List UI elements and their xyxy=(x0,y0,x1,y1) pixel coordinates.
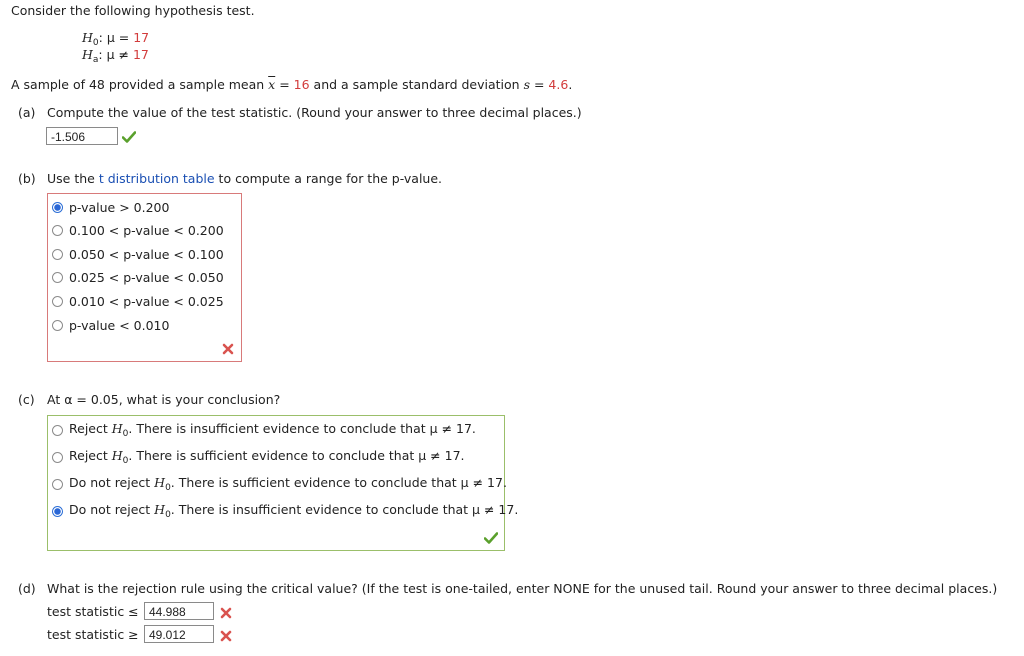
option-label: Reject $H_0$. There is sufficient evidence to conclude that μ ≠ 17. xyxy=(69,448,465,466)
radio-button[interactable] xyxy=(52,425,63,436)
lower-critical-input[interactable]: 44.988 xyxy=(144,602,214,620)
correct-check-icon xyxy=(122,131,136,143)
option-label: Do not reject $H_0$. There is insufficient evidence to conclude that μ ≠ 17. xyxy=(69,502,519,520)
null-hypothesis: $H_0$: μ = 17 xyxy=(82,30,150,48)
radio-button[interactable] xyxy=(52,296,63,307)
p-value-option[interactable] xyxy=(52,292,224,310)
intro-text: Consider the following hypothesis test. xyxy=(11,3,255,18)
upper-critical-input[interactable]: 49.012 xyxy=(144,625,214,643)
incorrect-x-icon xyxy=(220,630,232,642)
radio-button[interactable] xyxy=(52,202,63,213)
p-value-option[interactable] xyxy=(52,245,224,263)
incorrect-x-icon xyxy=(220,607,232,619)
radio-button[interactable] xyxy=(52,320,63,331)
p-value-option[interactable] xyxy=(52,222,224,240)
radio-button[interactable] xyxy=(52,506,63,517)
lower-rule-label: test statistic ≤ xyxy=(47,604,139,619)
radio-button[interactable] xyxy=(52,452,63,463)
conclusion-option[interactable] xyxy=(52,448,465,466)
option-label: 0.100 < p-value < 0.200 xyxy=(69,223,224,239)
option-label: Reject $H_0$. There is insufficient evidence to conclude that μ ≠ 17. xyxy=(69,421,476,439)
radio-button[interactable] xyxy=(52,272,63,283)
test-statistic-input[interactable]: -1.506 xyxy=(46,127,118,145)
radio-button[interactable] xyxy=(52,225,63,236)
radio-button[interactable] xyxy=(52,249,63,260)
conclusion-option[interactable] xyxy=(52,502,518,520)
p-value-option[interactable] xyxy=(52,316,169,334)
p-value-option[interactable] xyxy=(52,198,169,216)
radio-button[interactable] xyxy=(52,479,63,490)
option-label: 0.025 < p-value < 0.050 xyxy=(69,270,224,286)
part-b-label: (b) xyxy=(18,171,36,186)
option-label: 0.010 < p-value < 0.025 xyxy=(69,293,224,309)
option-label: Do not reject $H_0$. There is sufficient evidence to conclude that μ ≠ 17. xyxy=(69,475,507,493)
incorrect-x-icon xyxy=(222,343,234,355)
sample-description: A sample of 48 provided a sample mean $\overline{x} = 16$ and a sample standard deviation s = 4.6. xyxy=(11,77,573,92)
option-label: p-value < 0.010 xyxy=(69,317,170,333)
conclusion-option[interactable] xyxy=(52,421,476,439)
p-value-option[interactable] xyxy=(52,269,224,287)
part-a-label: (a) xyxy=(18,105,36,120)
part-b-question: Use the t distribution table to compute a range for the p-value. xyxy=(47,171,443,186)
part-d-label: (d) xyxy=(18,581,36,596)
part-c-label: (c) xyxy=(18,392,35,407)
option-label: p-value > 0.200 xyxy=(69,199,170,215)
part-c-question: At α = 0.05, what is your conclusion? xyxy=(47,392,281,407)
part-a-question: Compute the value of the test statistic. (Round your answer to three decimal places.) xyxy=(47,105,582,120)
correct-check-icon xyxy=(484,532,498,544)
t-distribution-table-link[interactable]: t distribution table xyxy=(98,171,215,186)
conclusion-options-box xyxy=(47,415,519,551)
p-value-options-box xyxy=(47,193,242,362)
upper-rule-label: test statistic ≥ xyxy=(47,627,139,642)
option-label: 0.050 < p-value < 0.100 xyxy=(69,246,224,262)
alternative-hypothesis: $H_a$: μ ≠ 17 xyxy=(82,47,149,65)
part-d-question: What is the rejection rule using the critical value? (If the test is one-tailed, enter NONE for the unused tail. Round your answer to three decimal places.) xyxy=(47,581,998,596)
conclusion-option[interactable] xyxy=(52,475,507,493)
